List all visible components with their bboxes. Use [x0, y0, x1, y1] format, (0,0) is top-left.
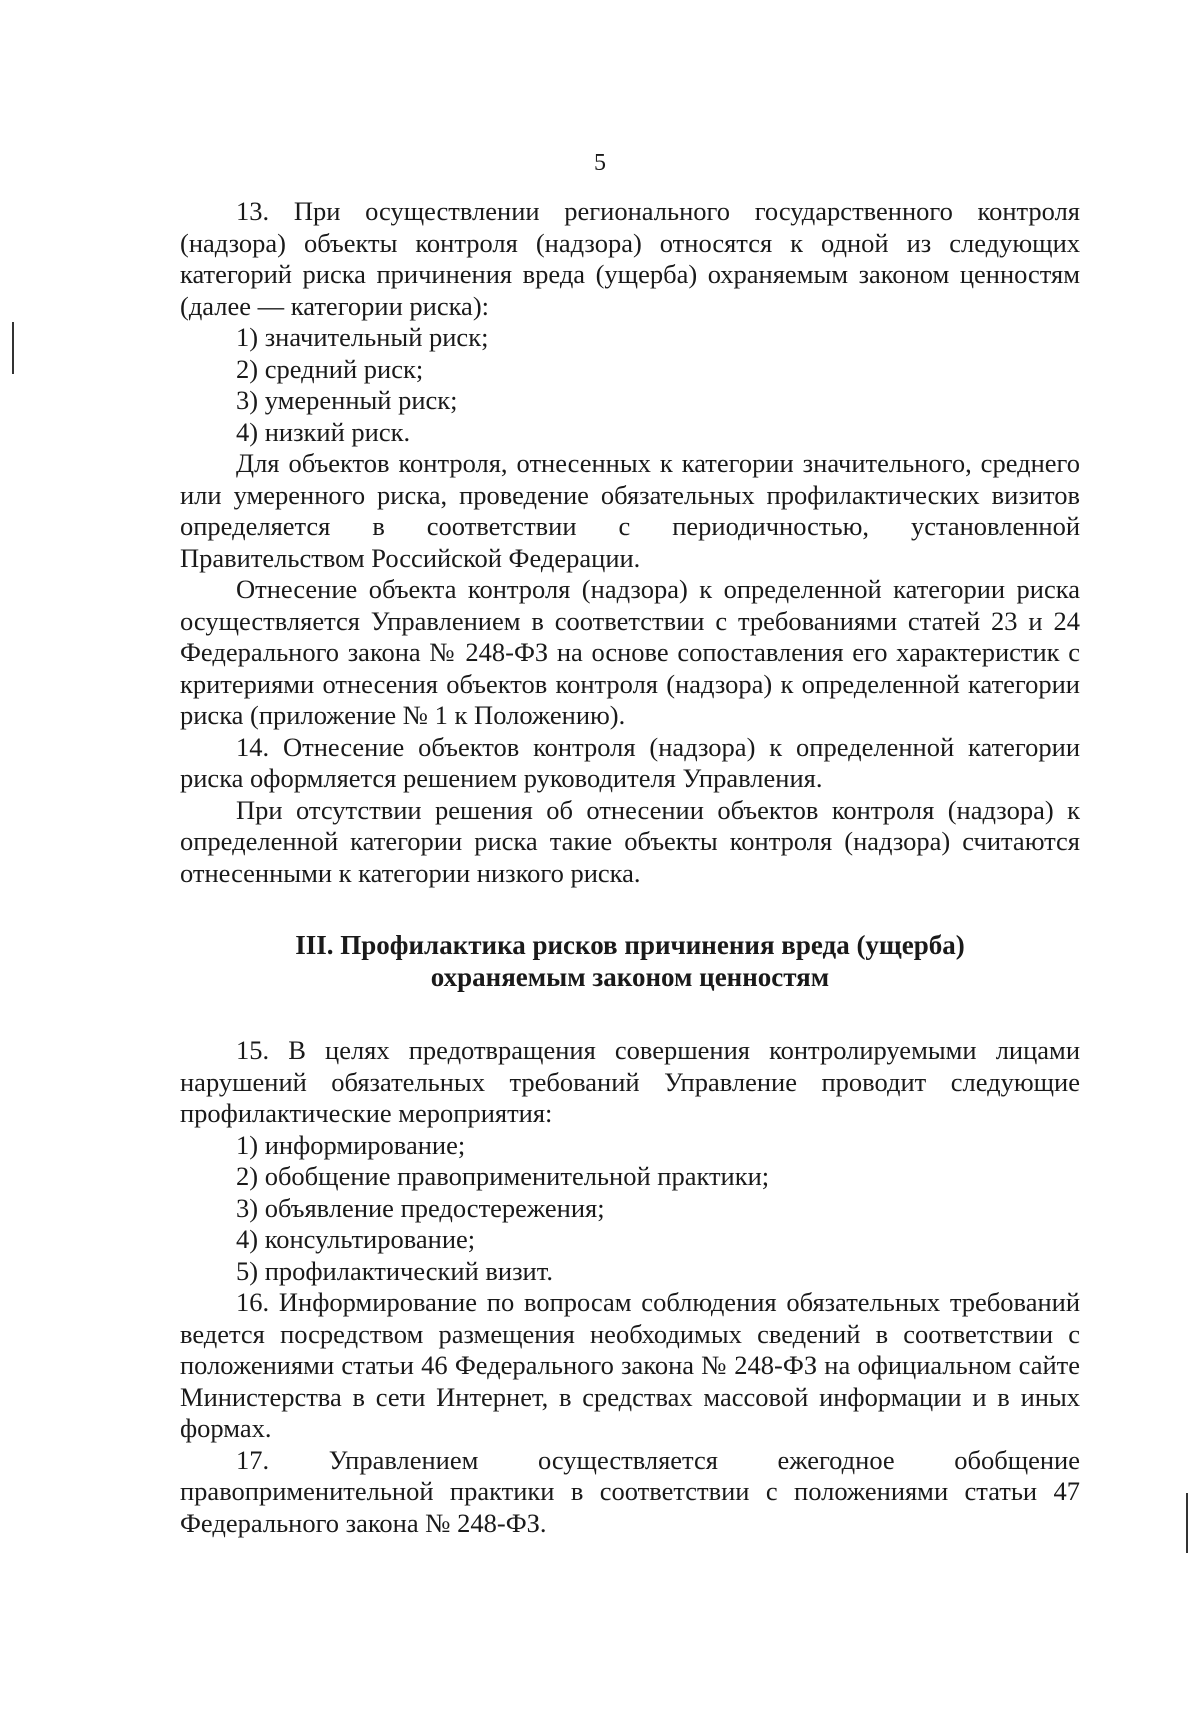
section-heading-line-2: охраняемым законом ценностям	[430, 962, 830, 992]
list-item: 3) умеренный риск;	[236, 385, 458, 415]
page-number: 5	[594, 150, 606, 176]
document-body	[180, 196, 1080, 1539]
scan-artifact-right	[1186, 1493, 1188, 1553]
paragraph-risk-assignment: Отнесение объекта контроля (надзора) к определенной категории риска осуществляется Управлением в соответствии с требованиями статей 23 и 24 Федерального закона № 248-ФЗ на основе сопоставления его характеристик с критериями отнесения объектов контроля (надзора) к определенной категории риска (приложение № 1 к Положению).	[180, 574, 1080, 730]
list-item: 4) консультирование;	[236, 1224, 476, 1254]
list-item: 1) информирование;	[236, 1129, 466, 1160]
section-heading	[180, 929, 1080, 993]
paragraph-no-decision: При отсутствии решения об отнесении объектов контроля (надзора) к определенной категории риска такие объекты контроля (надзора) считаются отнесенными к категории низкого риска.	[180, 794, 1080, 888]
list-item: 5) профилактический визит.	[236, 1255, 553, 1286]
preventive-measures-list	[180, 1130, 1080, 1288]
list-item: 3) объявление предостережения;	[236, 1192, 605, 1223]
list-item: 4) низкий риск.	[236, 416, 411, 447]
risk-category-list	[180, 322, 1080, 448]
paragraph-17: 17. Управлением осуществляется ежегодное обобщение правоприменительной практики в соответствии с положениями статьи 47 Федерального закона № 248-ФЗ.	[180, 1444, 1080, 1538]
list-item: 1) значительный риск;	[236, 322, 489, 352]
list-item: 2) обобщение правоприменительной практики;	[236, 1161, 770, 1191]
list-item: 2) средний риск;	[236, 353, 424, 384]
scan-artifact-left	[12, 322, 14, 374]
paragraph-13: 13. При осуществлении регионального государственного контроля (надзора) объекты контроля (надзора) относятся к одной из следующих категорий риска причинения вреда (ущерба) охраняемым законом ценностям (далее — категории риска):	[180, 196, 1080, 321]
section-heading-line-1: III. Профилактика рисков причинения вреда (ущерба)	[295, 930, 965, 960]
paragraph-16: 16. Информирование по вопросам соблюдения обязательных требований ведется посредством размещения необходимых сведений в соответствии с положениями статьи 46 Федерального закона № 248-ФЗ на официальном сайте Министерства в сети Интернет, в средствах массовой информации и в иных формах.	[180, 1287, 1080, 1443]
paragraph-14: 14. Отнесение объектов контроля (надзора) к определенной категории риска оформляется решением руководителя Управления.	[180, 731, 1080, 793]
paragraph-15: 15. В целях предотвращения совершения контролируемыми лицами нарушений обязательных требований Управление проводит следующие профилактические мероприятия:	[180, 1035, 1080, 1128]
paragraph-preventive-visits: Для объектов контроля, отнесенных к категории значительного, среднего или умеренного риска, проведение обязательных профилактических визитов определяется в соответствии с периодичностью, установленной Правительством Российской Федерации.	[180, 448, 1080, 573]
